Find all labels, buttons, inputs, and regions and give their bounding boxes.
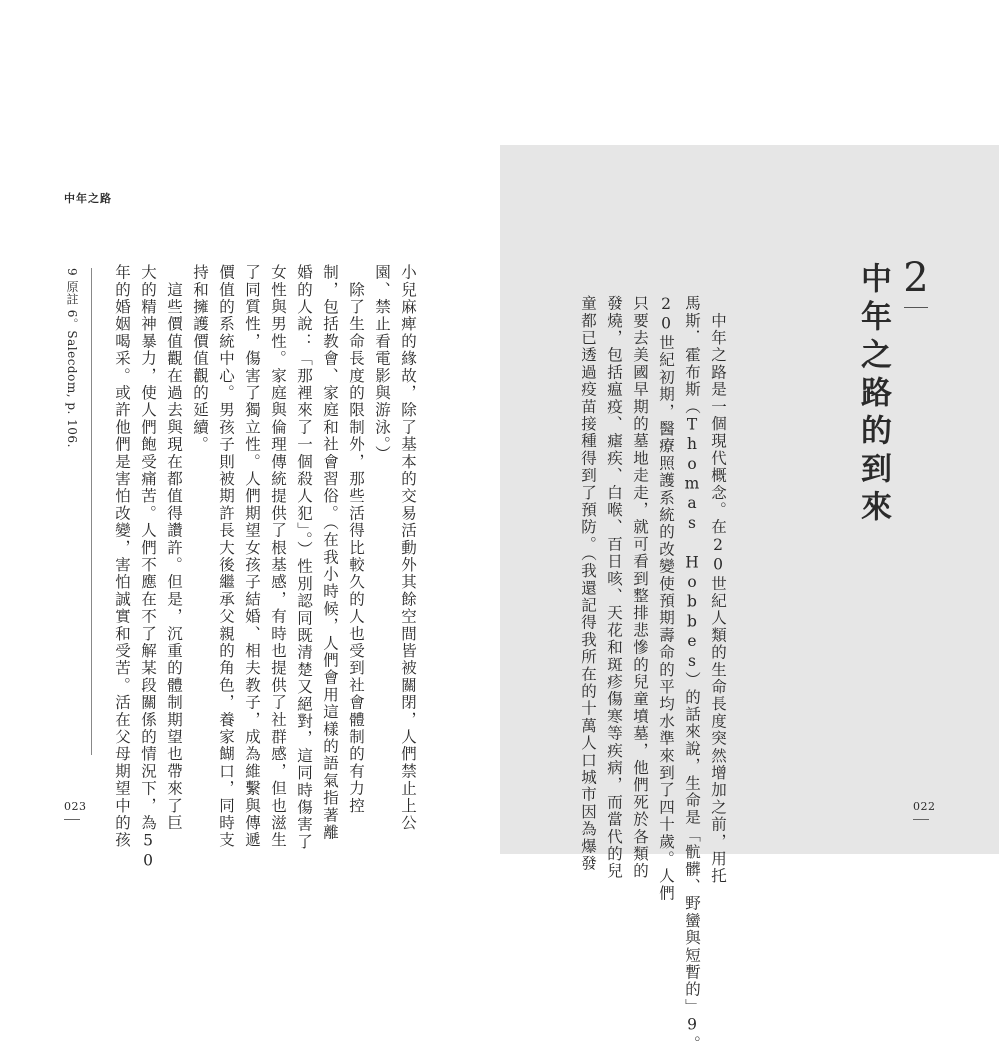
body-column: 20世紀初期，醫療照護系統的改變使預期壽命的平均水準來到了四十歲。人們 [657,295,675,902]
body-column: 制，包括教會、家庭和社會習俗。（在我小時候，人們會用這樣的語氣指著離 [321,264,339,842]
chapter-number-rule [904,307,928,308]
body-column: 發燒，包括瘟疫、瘧疾、白喉、百日咳、天花和斑疹傷寒等疾病，而當代的兒 [605,295,623,880]
body-column: 只要去美國早期的墓地走走，就可看到整排悲慘的兒童墳墓，他們死於各類的 [631,295,649,880]
body-column: 園、禁止看電影與游泳。） [373,264,391,463]
body-column: 這些價值觀在過去與現在都值得讚許。但是，沉重的體制期望也帶來了巨 [165,264,183,832]
page-number-right-rule [913,819,929,820]
page-number-right [913,800,936,820]
body-column: 價值的系統中心。男孩子則被期許長大後繼承父親的角色，養家餬口，同時支 [217,264,235,849]
page-number-left [64,800,87,820]
running-head: 中年之路 [64,192,112,205]
chapter-title: 中年之路的到來 [855,262,891,528]
body-column: 童都已透過疫苗接種得到了預防。（我還記得我所在的十萬人口城市因為爆發 [579,295,597,873]
body-column: 小兒麻痺的緣故，除了基本的交易活動外其餘空間皆被關閉，人們禁止上公 [399,264,417,832]
body-column: 大的精神暴力，使人們飽受痛苦。人們不應在不了解某段關係的情況下，為50 [139,264,157,871]
footnote: 9 原註 6。Salecdom, p. 106. [65,268,79,448]
body-column: 馬斯．霍布斯（Thomas Hobbes）的話來說，生命是「骯髒、野蠻與短暫的」9。 [683,295,701,1052]
body-column: 女性與男性。家庭與倫理傳統提供了根基感，有時也提供了社群感，但也滋生 [269,264,287,849]
body-column: 了同質性，傷害了獨立性。人們期望女孩子結婚、相夫教子，成為維繫與傳遞 [243,264,261,849]
body-column: 婚的人說：「那裡來了一個殺人犯」。）性別認同既清楚又絕對，這同時傷害了 [295,264,313,851]
footnote-rule [91,268,92,755]
body-column: 年的婚姻喝采。或許他們是害怕改變，害怕誠實和受苦。活在父母期望中的孩 [113,264,131,849]
body-column: 中年之路是一個現代概念。在20世紀人類的生命長度突然增加之前，用托 [709,295,727,885]
page-number-right-text: 022 [913,800,936,813]
chapter-number: 2 [903,255,929,301]
page-number-left-rule [64,819,80,820]
page-number-left-text: 023 [64,800,87,813]
body-column: 除了生命長度的限制外，那些活得比較久的人也受到社會體制的有力控 [347,264,365,815]
body-column: 持和擁護價值觀的延續。 [191,264,209,454]
